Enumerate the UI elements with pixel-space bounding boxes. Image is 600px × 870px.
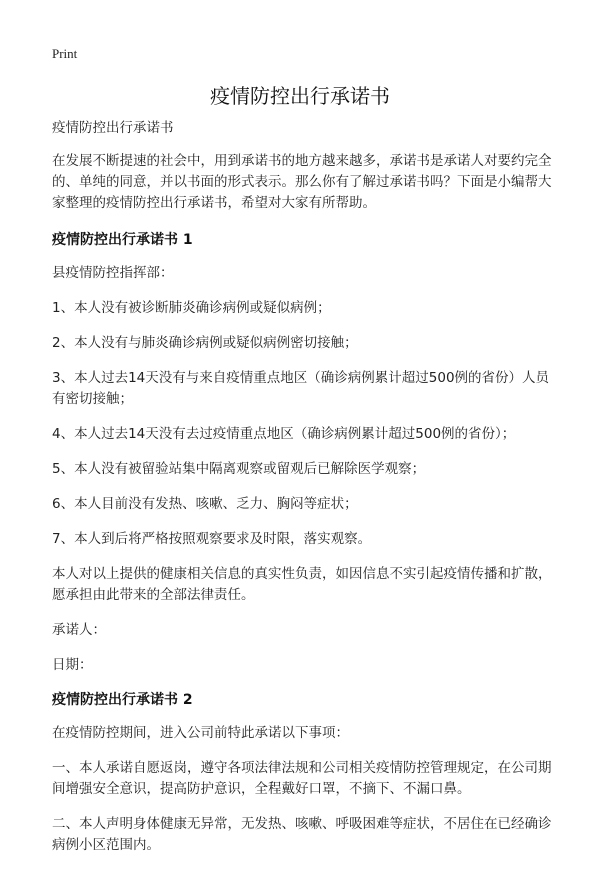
list-item: 6、本人目前没有发热、咳嗽、乏力、胸闷等症状； — [52, 496, 358, 512]
intro-paragraph: 在发展不断提速的社会中，用到承诺书的地方越来越多，承诺书是承诺人对要约完全的、单纯的同意，并以书面的形式表示。那么你有了解过承诺书吗？下面是小编帮大家整理的疫情防控出行承诺书，希望对大家有所帮助。 — [52, 153, 552, 211]
promiser-label: 承诺人： — [52, 622, 106, 638]
page-title: 疫情防控出行承诺书 — [210, 84, 390, 108]
print-link[interactable]: Print — [52, 46, 78, 61]
document-subtitle: 疫情防控出行承诺书 — [52, 120, 174, 136]
lead-paragraph: 在疫情防控期间，进入公司前特此承诺以下事项： — [52, 725, 349, 741]
statement-paragraph: 本人对以上提供的健康相关信息的真实性负责，如因信息不实引起疫情传播和扩散，愿承担由此带来的全部法律责任。 — [52, 566, 552, 603]
salutation: 县疫情防控指挥部： — [52, 265, 174, 281]
document-body — [52, 118, 558, 870]
list-item: 2、本人没有与肺炎确诊病例或疑似病例密切接触； — [52, 335, 358, 351]
list-item: 5、本人没有被留验站集中隔离观察或留观后已解除医学观察； — [52, 461, 426, 477]
list-item: 1、本人没有被诊断肺炎确诊病例或疑似病例； — [52, 300, 331, 316]
list-item: 3、本人过去14天没有与来自疫情重点地区（确诊病例累计超过500例的省份）人员有密切接触； — [52, 370, 550, 407]
list-item: 一、本人承诺自愿返岗，遵守各项法律法规和公司相关疫情防控管理规定，在公司期间增强安全意识，提高防护意识，全程戴好口罩，不摘下、不漏口鼻。 — [52, 760, 552, 797]
section-heading-1: 疫情防控出行承诺书 1 — [52, 232, 193, 248]
list-item: 二、本人声明身体健康无异常，无发热、咳嗽、呼吸困难等症状，不居住在已经确诊病例小区范围内。 — [52, 816, 552, 853]
date-label: 日期： — [52, 657, 93, 673]
list-item: 4、本人过去14天没有去过疫情重点地区（确诊病例累计超过500例的省份）； — [52, 426, 516, 442]
list-item: 7、本人到后将严格按照观察要求及时限，落实观察。 — [52, 531, 372, 547]
section-heading-2: 疫情防控出行承诺书 2 — [52, 692, 193, 708]
